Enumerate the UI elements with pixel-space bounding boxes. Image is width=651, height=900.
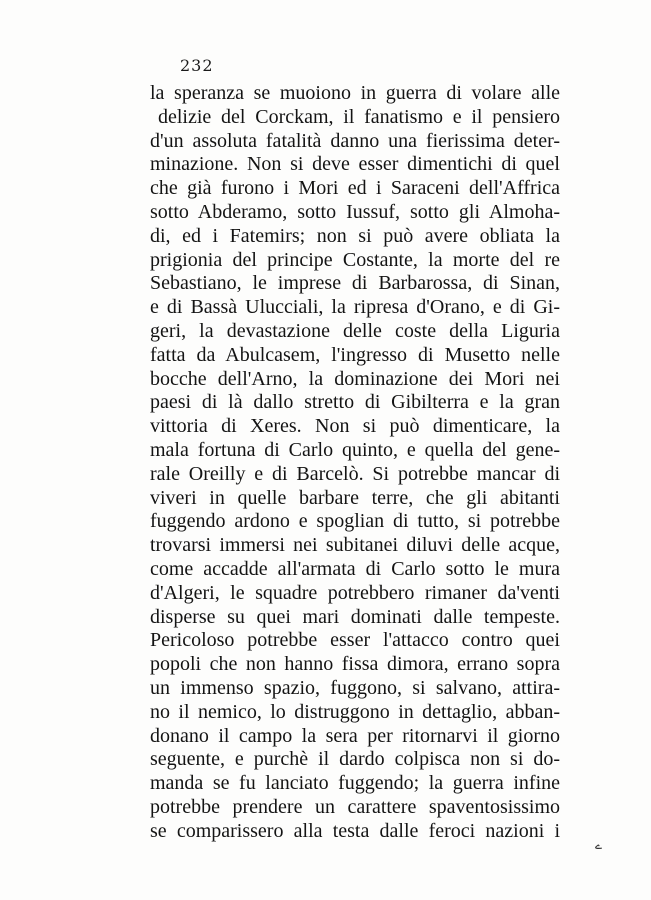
- text-line: delizie del Corckam, il fanatismo e il pensiero: [158, 105, 560, 128]
- text-line: vittoria di Xeres. Non si può dimenticare, la: [150, 415, 560, 438]
- page-number: 232: [180, 56, 214, 75]
- text-line: potrebbe prendere un carattere spaventosissimo: [150, 795, 560, 818]
- text-line: fuggendo ardono e spoglian di tutto, si potrebbe: [150, 510, 560, 533]
- text-line: no il nemico, lo distruggono in dettaglio, abban-: [150, 700, 560, 723]
- text-line: di, ed i Fatemirs; non si può avere obliata la: [150, 224, 560, 247]
- text-line: che già furono i Mori ed i Saraceni dell'Affrica: [150, 177, 560, 200]
- text-line: paesi di là dallo stretto di Gibilterra e la gran: [150, 391, 560, 414]
- text-line: e di Bassà Ulucciali, la ripresa d'Orano, e di Gi-: [150, 296, 560, 319]
- text-line: se comparissero alla testa dalle feroci nazioni i: [150, 819, 560, 842]
- text-line: Pericoloso potrebbe esser l'attacco contro quei: [150, 629, 560, 652]
- text-line: sotto Abderamo, sotto Iussuf, sotto gli Almoha-: [150, 200, 560, 223]
- body-text: [150, 82, 560, 844]
- text-line: donano il campo la sera per ritornarvi il giorno: [150, 724, 560, 747]
- text-line: prigionia del principe Costante, la morte del re: [150, 248, 560, 271]
- text-line: fatta da Abulcasem, l'ingresso di Musetto nelle: [150, 343, 560, 366]
- text-line: Sebastiano, le imprese di Barbarossa, di Sinan,: [150, 272, 560, 295]
- text-line: come accadde all'armata di Carlo sotto le mura: [150, 557, 560, 580]
- corner-mark: ے: [595, 838, 603, 852]
- text-line: bocche dell'Arno, la dominazione dei Mori nei: [150, 367, 560, 390]
- text-line: disperse su quei mari dominati dalle tempeste.: [150, 605, 560, 628]
- text-line: trovarsi immersi nei subitanei diluvi delle acque,: [150, 534, 560, 557]
- text-line: la speranza se muoiono in guerra di volare alle: [150, 82, 560, 104]
- text-line: viveri in quelle barbare terre, che gli abitanti: [150, 486, 560, 509]
- text-line: manda se fu lanciato fuggendo; la guerra infine: [150, 772, 560, 795]
- text-line: popoli che non hanno fissa dimora, errano sopra: [150, 653, 560, 676]
- text-line: seguente, e purchè il dardo colpisca non si do-: [150, 748, 560, 771]
- text-line: d'Algeri, le squadre potrebbero rimaner da'venti: [150, 581, 560, 604]
- text-line: geri, la devastazione delle coste della Liguria: [150, 319, 560, 342]
- text-line: un immenso spazio, fuggono, si salvano, attira-: [150, 676, 560, 699]
- text-line: rale Oreilly e di Barcelò. Si potrebbe mancar di: [150, 462, 560, 485]
- text-line: minazione. Non si deve esser dimentichi di quel: [150, 153, 560, 176]
- text-line: mala fortuna di Carlo quinto, e quella del gene-: [150, 438, 560, 461]
- text-line: d'un assoluta fatalità danno una fierissima deter-: [150, 129, 560, 152]
